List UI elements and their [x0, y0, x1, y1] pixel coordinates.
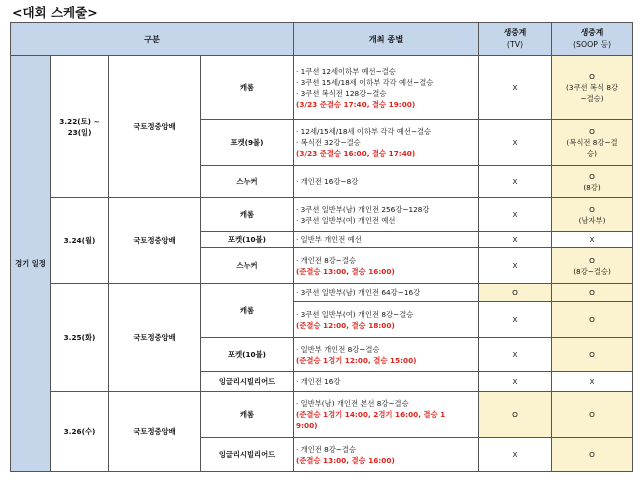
soop-mark: O — [589, 204, 595, 214]
tv-cell: X — [479, 120, 552, 166]
final-time-line: (준결승 13:00, 결승 16:00) — [296, 266, 395, 276]
table-row — [11, 284, 633, 302]
schedule-table — [10, 22, 633, 472]
discipline-cell: 스누커 — [201, 166, 294, 198]
discipline-cell: 캐롬 — [201, 198, 294, 232]
tv-cell: X — [479, 56, 552, 120]
discipline-cell: 스누커 — [201, 248, 294, 284]
soop-cell — [552, 392, 633, 438]
soop-cell — [552, 302, 633, 338]
soop-mark: O — [589, 450, 595, 459]
soop-note: 승) — [587, 149, 597, 158]
final-time-line: (3/23 준결승 16:00, 결승 17:40) — [296, 149, 416, 158]
soop-header-title: 생중계 — [580, 28, 604, 37]
soop-mark: O — [589, 255, 595, 265]
discipline-cell: 포켓(10볼) — [201, 338, 294, 372]
detail-line: · 일반부 개인전 8강~결승 — [296, 344, 380, 354]
tv-cell: X — [479, 338, 552, 372]
discipline-cell: 캐롬 — [201, 56, 294, 120]
discipline-cell: 포켓(10볼) — [201, 232, 294, 248]
detail-line: · 복식전 32강~결승 — [296, 138, 361, 147]
detail-line: · 개인전 16강 — [296, 377, 341, 386]
soop-note: (복식전 8강~결 — [566, 138, 618, 147]
soop-cell — [552, 284, 633, 302]
detail-line: · 3쿠션 일반부(남) 개인전 256강~128강 — [296, 204, 430, 214]
soop-mark: O — [589, 127, 595, 136]
date-cell: 3.24(월) — [51, 198, 109, 284]
detail-cell — [294, 302, 479, 338]
tv-cell: X — [479, 198, 552, 232]
tv-cell: O — [479, 284, 552, 302]
detail-line: · 3쿠션 복식전 128강~결승 — [296, 88, 387, 98]
final-time-line: (준결승 12:00, 결승 18:00) — [296, 320, 395, 330]
final-time-line: (3/23 준결승 17:40, 결승 19:00) — [296, 99, 416, 109]
tv-cell: O — [479, 392, 552, 438]
soop-cell — [552, 166, 633, 198]
header-row — [11, 23, 633, 56]
soop-cell — [552, 248, 633, 284]
soop-cell — [552, 232, 633, 248]
tv-cell: X — [479, 438, 552, 472]
tv-cell: X — [479, 372, 552, 392]
soop-mark: X — [589, 377, 595, 386]
final-time-line: (준결승 13:00, 결승 16:00) — [296, 455, 395, 465]
detail-cell — [294, 166, 479, 198]
discipline-cell: 캐롬 — [201, 392, 294, 438]
date-cell: 3.26(수) — [51, 392, 109, 472]
detail-cell — [294, 392, 479, 438]
soop-cell — [552, 438, 633, 472]
detail-cell — [294, 120, 479, 166]
detail-line: · 3쿠션 일반부(여) 개인전 8강~결승 — [296, 309, 414, 319]
soop-cell — [552, 56, 633, 120]
table-row — [11, 198, 633, 232]
table-row — [11, 392, 633, 438]
tv-cell: X — [479, 248, 552, 284]
tv-header — [479, 23, 552, 56]
soop-mark: O — [589, 171, 595, 181]
soop-note: (8강) — [583, 182, 601, 192]
detail-line: · 일반부 개인전 예선 — [296, 235, 362, 244]
soop-note: ~결승) — [580, 94, 604, 103]
event-name-cell: 국토정중앙배 — [109, 56, 201, 198]
soop-header-sub: (SOOP 등) — [573, 40, 612, 49]
discipline-cell: 잉글리시빌리어드 — [201, 438, 294, 472]
soop-header — [552, 23, 633, 56]
soop-mark: O — [589, 288, 595, 297]
detail-line: · 3쿠션 일반부(남) 개인전 64강~16강 — [296, 288, 421, 297]
soop-cell — [552, 198, 633, 232]
soop-note: (남자부) — [578, 215, 606, 225]
soop-cell — [552, 372, 633, 392]
detail-cell — [294, 198, 479, 232]
detail-cell — [294, 372, 479, 392]
detail-line: · 개인전 8강~결승 — [296, 444, 357, 454]
soop-note: (8강~결승) — [573, 266, 611, 276]
category-header: 구분 — [11, 23, 294, 56]
soop-note: (3쿠션 복식 8강 — [566, 83, 619, 92]
final-time-line: 9:00) — [296, 421, 318, 430]
soop-cell — [552, 120, 633, 166]
detail-line: · 일반부(남) 개인전 본선 8강~결승 — [296, 399, 409, 408]
event-name-cell: 국토정중앙배 — [109, 392, 201, 472]
detail-cell — [294, 284, 479, 302]
detail-line: · 3쿠션 일반부(여) 개인전 예선 — [296, 215, 396, 225]
discipline-cell: 캐롬 — [201, 284, 294, 338]
page-title: <대회 스케줄> — [12, 5, 98, 20]
soop-mark: O — [589, 410, 595, 419]
discipline-cell: 잉글리시빌리어드 — [201, 372, 294, 392]
final-time-line: (준결승 1경기 12:00, 결승 15:00) — [296, 355, 417, 365]
detail-cell — [294, 248, 479, 284]
soop-cell — [552, 338, 633, 372]
event-header: 개최 종별 — [294, 23, 479, 56]
tv-cell: X — [479, 166, 552, 198]
detail-cell — [294, 232, 479, 248]
detail-line: · 개인전 16강~8강 — [296, 177, 359, 186]
event-name-cell: 국토정중앙배 — [109, 198, 201, 284]
date-cell: 3.22(토) ~ 23(일) — [51, 56, 109, 198]
detail-cell — [294, 438, 479, 472]
section-label: 경기 일정 — [11, 56, 51, 472]
detail-line: · 개인전 8강~결승 — [296, 255, 357, 265]
tv-header-title: 생중계 — [503, 28, 527, 37]
event-name-cell: 국토정중앙배 — [109, 284, 201, 392]
tv-cell: X — [479, 302, 552, 338]
table-row — [11, 56, 633, 120]
soop-mark: O — [589, 72, 595, 81]
soop-mark: X — [589, 235, 595, 244]
date-cell: 3.25(화) — [51, 284, 109, 392]
detail-cell — [294, 56, 479, 120]
tv-header-sub: (TV) — [506, 40, 524, 49]
detail-line: · 12세/15세/18세 이하부 각각 예선~결승 — [296, 127, 432, 136]
detail-line: · 3쿠션 15세/18세 이하부 각각 예선~결승 — [296, 77, 434, 87]
detail-cell — [294, 338, 479, 372]
soop-mark: O — [589, 315, 595, 324]
tv-cell: X — [479, 232, 552, 248]
discipline-cell: 포켓(9볼) — [201, 120, 294, 166]
final-time-line: (준결승 1경기 14:00, 2경기 16:00, 결승 1 — [296, 410, 446, 419]
soop-mark: O — [589, 350, 595, 359]
detail-line: · 1쿠션 12세이하부 예선~결승 — [296, 66, 396, 76]
